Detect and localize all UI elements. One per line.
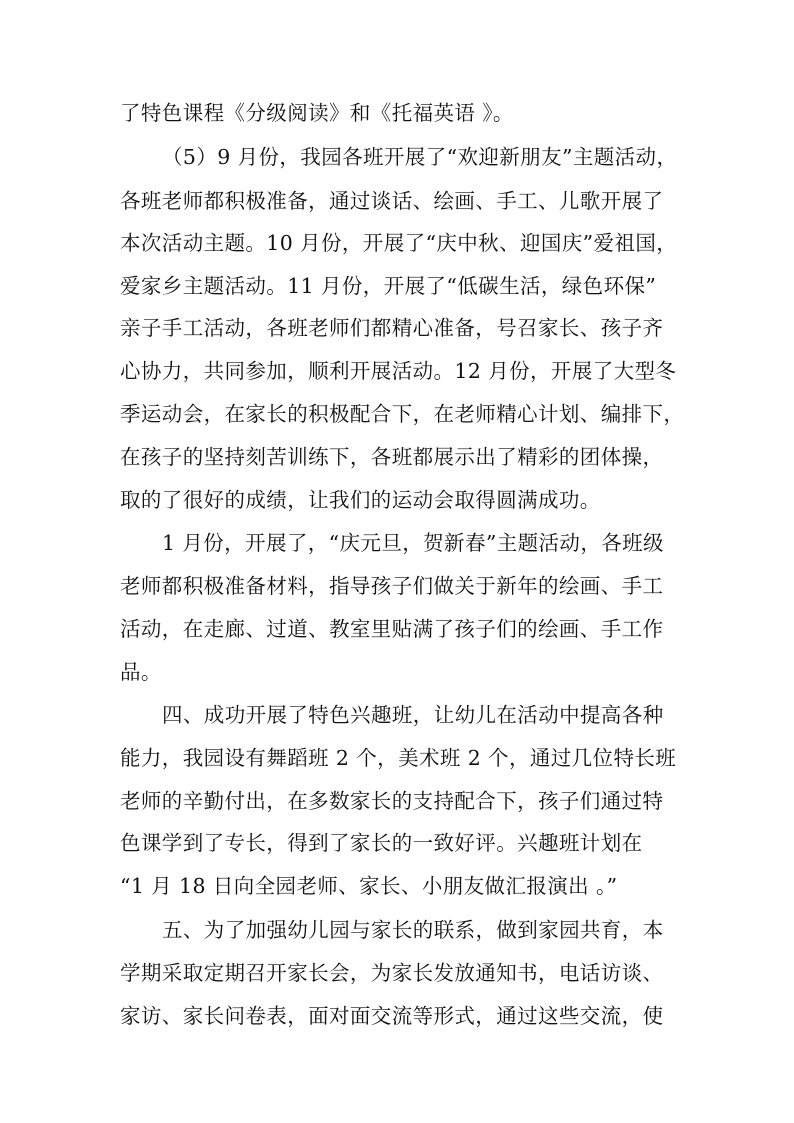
text-line-11: 1 月份，开展了，“庆元旦，贺新春”主题活动，各班级 [162, 531, 664, 555]
text-line-5: 爱家乡主题活动。11 月份，开展了“低碳生活，绿色环保” [120, 274, 657, 298]
text-line-10: 取的了很好的成绩，让我们的运动会取得圆满成功。 [120, 488, 601, 512]
text-line-14: 品。 [120, 660, 162, 684]
text-line-8: 季运动会，在家长的积极配合下，在老师精心计划、编排下， [120, 402, 685, 426]
text-line-13: 活动，在走廊、过道、教室里贴满了孩子们的绘画、手工作 [120, 617, 664, 641]
text-line-2: （5）9 月份，我园各班开展了“欢迎新朋友”主题活动， [162, 145, 678, 169]
text-line-3: 各班老师都积极准备，通过谈话、绘画、手工、儿歌开展了 [120, 189, 664, 213]
text-line-17: 老师的辛勤付出，在多数家长的支持配合下，孩子们通过特 [120, 789, 664, 813]
text-line-19: “1 月 18 日向全园老师、家长、小朋友做汇报演出 。” [120, 874, 618, 898]
text-line-16: 能力，我园设有舞蹈班 2 个，美术班 2 个，通过几位特长班 [120, 746, 677, 770]
text-line-7: 心协力，共同参加，顺利开展活动。12 月份，开展了大型冬 [120, 359, 677, 383]
text-line-9: 在孩子的坚持刻苦训练下，各班都展示出了精彩的团体操， [120, 445, 664, 469]
text-line-21: 学期采取定期召开家长会，为家长发放通知书，电话访谈、 [120, 961, 664, 985]
text-line-15: 四、成功开展了特色兴趣班，让幼儿在活动中提高各种 [162, 703, 664, 727]
text-line-1: 了特色课程《分级阅读》和《托福英语 》。 [120, 101, 514, 125]
text-line-6: 亲子手工活动，各班老师们都精心准备，号召家长、孩子齐 [120, 316, 664, 340]
text-line-18: 色课学到了专长，得到了家长的一致好评。兴趣班计划在 [120, 831, 643, 855]
text-line-12: 老师都积极准备材料，指导孩子们做关于新年的绘画、手工 [120, 574, 664, 598]
text-line-20: 五、为了加强幼儿园与家长的联系，做到家园共育，本 [162, 918, 664, 942]
text-line-4: 本次活动主题。10 月份，开展了“庆中秋、迎国庆”爱祖国， [120, 231, 678, 255]
text-line-22: 家访、家长问卷表，面对面交流等形式，通过这些交流，使 [120, 1004, 664, 1028]
